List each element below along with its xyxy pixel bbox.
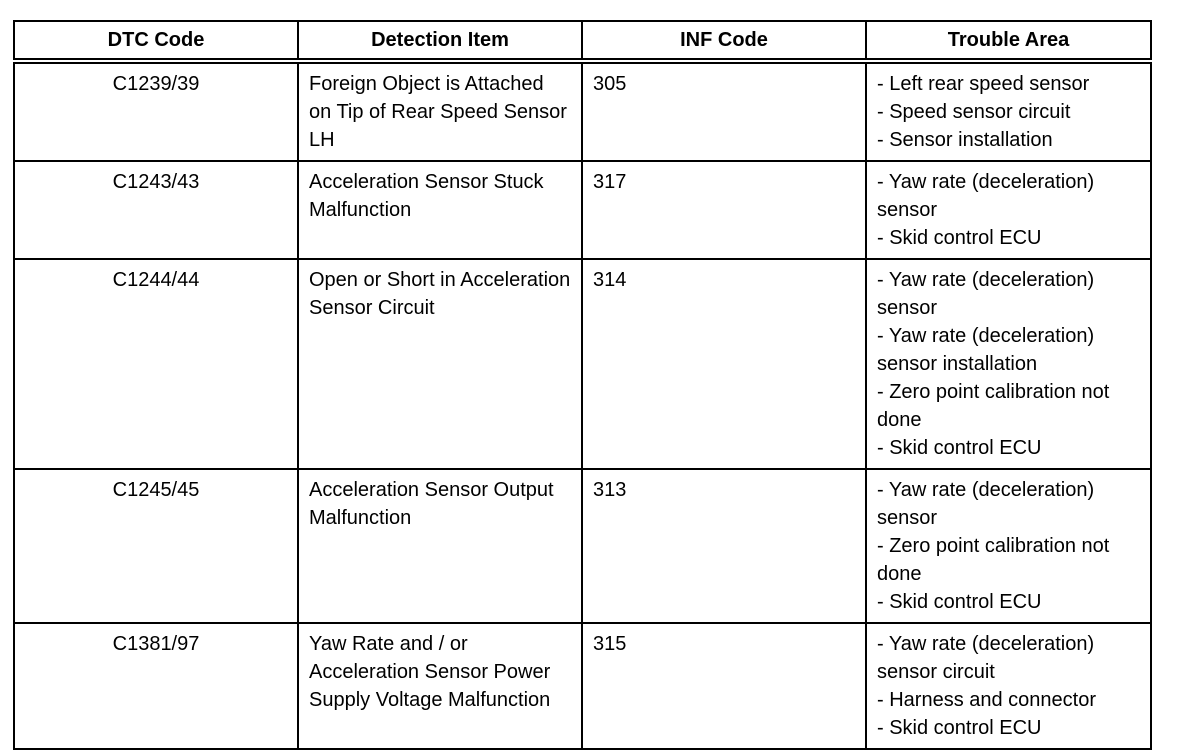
trouble-area-item: - Zero point calibration not done — [877, 381, 1110, 431]
dtc-table — [13, 20, 1152, 750]
trouble-area-item: - Yaw rate (deceleration) sensor — [877, 171, 1095, 221]
table-row — [14, 469, 1151, 623]
inf-code-cell: 315 — [582, 623, 866, 749]
detection-item-cell: Acceleration Sensor Output Malfunction — [298, 469, 582, 623]
trouble-area-item: - Sensor installation — [877, 129, 1053, 151]
trouble-area-item: - Yaw rate (deceleration) sensor — [877, 479, 1095, 529]
header-trouble-area: Trouble Area — [866, 21, 1151, 61]
dtc-code-cell: C1239/39 — [14, 61, 298, 161]
trouble-area-item: - Yaw rate (deceleration) sensor circuit — [877, 633, 1095, 683]
table-header-row — [14, 21, 1151, 61]
trouble-area-item: - Zero point calibration not done — [877, 535, 1110, 585]
trouble-area-cell — [866, 61, 1151, 161]
table-row — [14, 259, 1151, 469]
header-inf-code: INF Code — [582, 21, 866, 61]
dtc-code-cell: C1243/43 — [14, 161, 298, 259]
trouble-area-item: - Skid control ECU — [877, 591, 1042, 613]
dtc-code-cell: C1244/44 — [14, 259, 298, 469]
inf-code-cell: 305 — [582, 61, 866, 161]
dtc-code-cell: C1381/97 — [14, 623, 298, 749]
inf-code-cell: 314 — [582, 259, 866, 469]
trouble-area-item: - Yaw rate (deceleration) sensor installation — [877, 325, 1095, 375]
trouble-area-item: - Speed sensor circuit — [877, 101, 1071, 123]
inf-code-cell: 313 — [582, 469, 866, 623]
header-detection-item: Detection Item — [298, 21, 582, 61]
trouble-area-cell — [866, 259, 1151, 469]
table-row — [14, 623, 1151, 749]
trouble-area-cell — [866, 623, 1151, 749]
trouble-area-item: - Skid control ECU — [877, 437, 1042, 459]
detection-item-cell: Yaw Rate and / or Acceleration Sensor Power Supply Voltage Malfunction — [298, 623, 582, 749]
dtc-code-cell: C1245/45 — [14, 469, 298, 623]
detection-item-cell: Open or Short in Acceleration Sensor Circuit — [298, 259, 582, 469]
trouble-area-cell — [866, 469, 1151, 623]
header-dtc-code: DTC Code — [14, 21, 298, 61]
trouble-area-item: - Harness and connector — [877, 689, 1097, 711]
detection-item-cell: Acceleration Sensor Stuck Malfunction — [298, 161, 582, 259]
table-row — [14, 61, 1151, 161]
detection-item-cell: Foreign Object is Attached on Tip of Rear Speed Sensor LH — [298, 61, 582, 161]
trouble-area-cell — [866, 161, 1151, 259]
trouble-area-item: - Skid control ECU — [877, 227, 1042, 249]
trouble-area-item: - Yaw rate (deceleration) sensor — [877, 269, 1095, 319]
inf-code-cell: 317 — [582, 161, 866, 259]
trouble-area-item: - Left rear speed sensor — [877, 73, 1090, 95]
table-row — [14, 161, 1151, 259]
trouble-area-item: - Skid control ECU — [877, 717, 1042, 739]
